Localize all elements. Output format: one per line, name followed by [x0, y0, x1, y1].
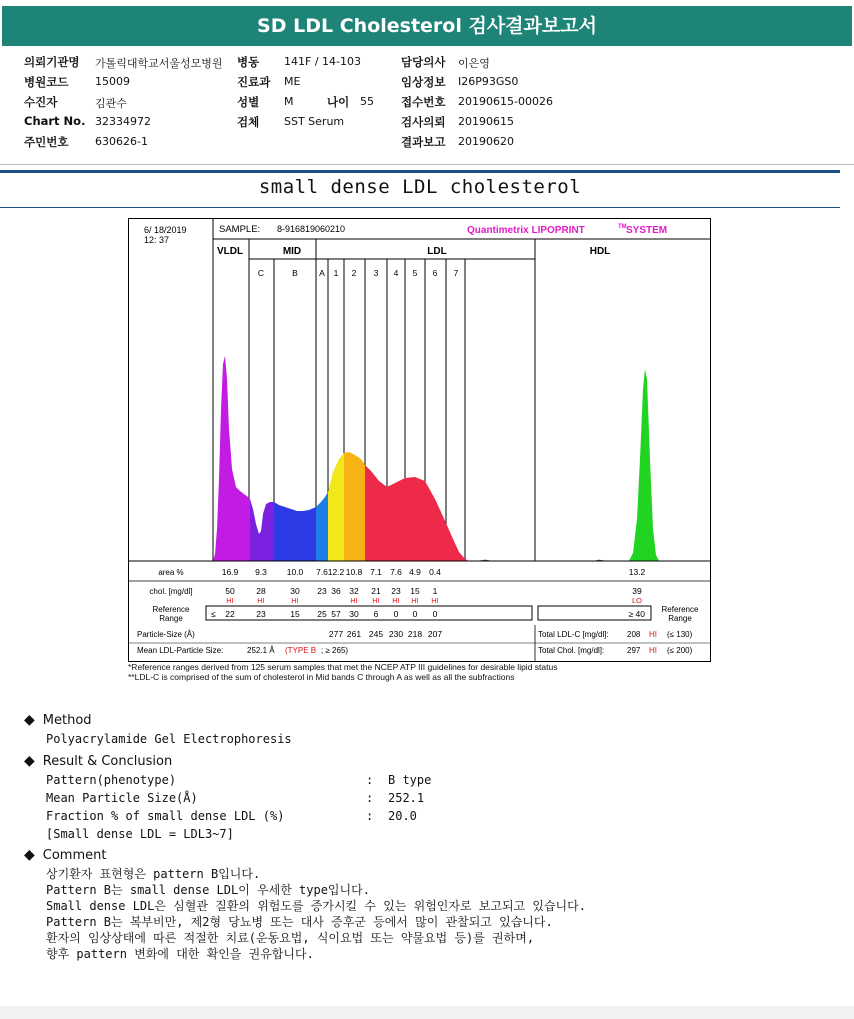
band-label: B — [292, 268, 298, 278]
total-ldl-flag: HI — [649, 630, 657, 639]
examinee-label: 수진자 — [24, 95, 58, 109]
ref-value: 57 — [331, 609, 341, 619]
divider — [0, 164, 854, 165]
request-value: 20190615 — [458, 115, 514, 128]
accession-value: 20190615-00026 — [458, 95, 553, 108]
chol-value: 15 — [410, 586, 420, 596]
profile-peak — [629, 369, 659, 561]
specimen-value: SST Serum — [284, 115, 345, 128]
band-label: 6 — [432, 268, 438, 278]
brand-name: Quantimetrix LIPOPRINT — [467, 225, 585, 236]
ref-value: 15 — [290, 609, 300, 619]
profile-peak — [316, 492, 328, 561]
doctor-value: 이은영 — [458, 57, 490, 70]
dept-label: 진료과 — [237, 75, 271, 89]
area-value: 12.2 — [327, 567, 345, 577]
brand-system: SYSTEM — [626, 225, 668, 236]
examinee-value: 김관수 — [95, 97, 127, 110]
profile-peak — [446, 523, 469, 561]
chol-flag: HI — [431, 596, 439, 605]
chol-flag: HI — [257, 596, 265, 605]
profile-peak — [274, 502, 316, 561]
ref-prefix: ≤ — [211, 609, 216, 619]
area-value: 7.6 — [390, 567, 402, 577]
age-value: 55 — [360, 95, 374, 108]
accession-label: 접수번호 — [401, 95, 446, 109]
divider — [0, 170, 840, 173]
mean-size-value: 252.1 Å — [247, 646, 275, 655]
area-value: 9.3 — [255, 567, 267, 577]
chol-value: 39 — [632, 586, 642, 596]
chol-value: 50 — [225, 586, 235, 596]
chol-flag: HI — [291, 596, 299, 605]
area-value: 16.9 — [221, 567, 239, 577]
specimen-label: 검체 — [237, 115, 260, 129]
result-heading — [24, 753, 172, 769]
total-ldl-value: 208 — [627, 630, 641, 639]
area-value: 10.0 — [286, 567, 304, 577]
fraction-value: 20.0 — [388, 809, 417, 823]
profile-peak — [344, 452, 365, 561]
divider — [0, 207, 840, 208]
band-label: 5 — [412, 268, 418, 278]
section-subtitle: small dense LDL cholesterol — [258, 176, 582, 198]
ref-row-label: Range — [159, 614, 183, 623]
sex-label: 성별 — [237, 95, 260, 109]
chart-time: 12: 37 — [144, 235, 170, 245]
footnote-reference: *Reference ranges derived from 125 serum samples that met the NCEP ATP III guidelines for desirable lipid status — [128, 662, 558, 672]
pattern-label: Pattern(phenotype) — [46, 773, 177, 787]
mean-size-label: Mean LDL-Particle Size: — [137, 646, 224, 655]
diamond-bullet-icon: ◆ — [24, 753, 35, 769]
report-title: SD LDL Cholesterol 검사결과보고서 — [2, 6, 852, 46]
comment-line: Small dense LDL은 심혈관 질환의 위험도를 증가시킬 수 있는 위험인자로 보고되고 있습니다. — [46, 899, 586, 913]
ward-label: 병동 — [237, 55, 260, 69]
area-value: 7.1 — [370, 567, 382, 577]
mean-size-type: (TYPE B — [285, 646, 317, 655]
band-label: 1 — [333, 268, 339, 278]
profile-peak — [405, 477, 425, 561]
fraction-colon: : — [366, 809, 374, 823]
area-row-label: area % — [158, 568, 184, 577]
chol-value: 23 — [391, 586, 401, 596]
method-heading — [24, 712, 92, 728]
group-label-vldl: VLDL — [216, 246, 244, 257]
ref-row-label-right: Range — [668, 614, 692, 623]
ref-value: 0 — [393, 609, 399, 619]
ref-value: 6 — [373, 609, 379, 619]
chol-flag: HI — [226, 596, 234, 605]
group-label-hdl: HDL — [589, 246, 611, 257]
particle-size-value: 245 — [368, 629, 384, 639]
total-ldl-label: Total LDL-C [mg/dl]: — [538, 630, 609, 639]
brand-tm: TM — [618, 224, 627, 230]
ref-value: 0 — [432, 609, 438, 619]
ref-value: 22 — [225, 609, 235, 619]
mean-size-colon: : — [366, 791, 374, 805]
ref-value: 25 — [317, 609, 327, 619]
comment-line: 환자의 임상상태에 따른 적절한 치료(운동요법, 식이요법 또는 약물요법 등)를 권하며, — [46, 931, 535, 945]
total-chol-ref: (≤ 200) — [667, 646, 693, 655]
ref-row-label: Reference — [152, 605, 190, 614]
total-chol-flag: HI — [649, 646, 657, 655]
chol-value: 36 — [331, 586, 341, 596]
hospital-code-value: 15009 — [95, 75, 130, 88]
particle-size-value: 207 — [427, 629, 443, 639]
diamond-bullet-icon: ◆ — [24, 847, 35, 863]
sample-label: SAMPLE: — [219, 224, 261, 235]
sdldl-note: [Small dense LDL = LDL3~7] — [46, 827, 234, 841]
total-chol-value: 297 — [627, 646, 641, 655]
lipoprint-report — [128, 218, 711, 662]
ref-row-label-right: Reference — [661, 605, 699, 614]
mean-size-ref: ; ≥ 265) — [321, 646, 349, 655]
profile-peak — [365, 465, 387, 561]
band-label: 4 — [393, 268, 399, 278]
method-text: Polyacrylamide Gel Electrophoresis — [46, 732, 292, 746]
comment-line: 향후 pattern 변화에 대한 확인을 권유합니다. — [46, 947, 314, 961]
ref-value: 23 — [256, 609, 266, 619]
chol-flag: HI — [350, 596, 358, 605]
chart-no-value: 32334972 — [95, 115, 151, 128]
comment-line: Pattern B는 small dense LDL이 우세한 type입니다. — [46, 883, 370, 897]
chol-flag: HI — [392, 596, 400, 605]
area-value: 7.6 — [316, 567, 328, 577]
ward-value: 141F / 14-103 — [284, 55, 361, 68]
comment-line: Pattern B는 복부비만, 제2형 당뇨병 또는 대사 증후군 등에서 많이 관찰되고 있습니다. — [46, 915, 553, 929]
institution-label: 의뢰기관명 — [24, 55, 80, 69]
chart-date: 6/ 18/2019 — [144, 225, 187, 235]
total-chol-label: Total Chol. [mg/dl]: — [538, 646, 605, 655]
clinical-label: 임상정보 — [401, 75, 446, 89]
profile-peak — [387, 478, 405, 561]
area-value: 4.9 — [409, 567, 421, 577]
chol-value: 30 — [290, 586, 300, 596]
report-date-value: 20190620 — [458, 135, 514, 148]
pattern-colon: : — [366, 773, 374, 787]
particle-size-value: 277 — [328, 629, 344, 639]
chol-value: 21 — [371, 586, 381, 596]
comment-line: 상기환자 표현형은 pattern B입니다. — [46, 867, 261, 881]
mean-size-label: Mean Particle Size(Å) — [46, 791, 198, 805]
area-value: 0.4 — [429, 567, 441, 577]
particle-size-value: 218 — [407, 629, 423, 639]
method-heading-text: Method — [42, 713, 92, 728]
band-label: 3 — [373, 268, 379, 278]
group-label-ldl: LDL — [427, 246, 447, 257]
chol-flag: HI — [372, 596, 380, 605]
particle-size-value: 261 — [346, 629, 362, 639]
request-label: 검사의뢰 — [401, 115, 446, 129]
particle-size-value: 230 — [388, 629, 404, 639]
band-label: C — [257, 268, 265, 278]
hospital-code-label: 병원코드 — [24, 75, 69, 89]
dept-value: ME — [284, 75, 301, 88]
comment-heading-text: Comment — [42, 848, 107, 863]
chol-flag: HI — [411, 596, 419, 605]
chol-value: 1 — [432, 586, 438, 596]
band-label: 7 — [453, 268, 459, 278]
age-label: 나이 — [327, 95, 350, 109]
fraction-label: Fraction % of small dense LDL (%) — [46, 809, 285, 823]
total-ldl-ref: (≤ 130) — [667, 630, 693, 639]
area-value: 10.8 — [345, 567, 363, 577]
report-date-label: 결과보고 — [401, 135, 446, 149]
profile-peak — [328, 453, 344, 561]
chol-flag: LO — [631, 596, 643, 605]
profile-peak — [213, 356, 250, 561]
result-heading-text: Result & Conclusion — [42, 754, 173, 769]
profile-peak — [250, 499, 274, 561]
id-value: 630626-1 — [95, 135, 148, 148]
mean-size-value: 252.1 — [388, 791, 425, 805]
diamond-bullet-icon: ◆ — [24, 712, 35, 728]
chol-value: 23 — [317, 586, 327, 596]
sex-value: M — [284, 95, 294, 108]
footnote-ldl: **LDL-C is comprised of the sum of cholesterol in Mid bands C through A as well as all the subfractions — [128, 672, 515, 682]
hdl-ref-value: ≥ 40 — [628, 609, 645, 619]
ref-value: 0 — [412, 609, 418, 619]
institution-value: 가톨릭대학교서울성모병원 — [95, 57, 223, 70]
sample-id: 8-916819060210 — [277, 224, 346, 234]
ref-value: 30 — [349, 609, 359, 619]
doctor-label: 담당의사 — [401, 55, 446, 69]
lipoprint-chart — [129, 219, 710, 661]
area-value: 13.2 — [628, 567, 646, 577]
chol-value: 32 — [349, 586, 359, 596]
band-label: 2 — [351, 268, 357, 278]
clinical-value: I26P93GS0 — [458, 75, 519, 88]
band-label: A — [319, 268, 325, 278]
ref-box — [206, 606, 532, 620]
profile-peak — [425, 481, 446, 561]
chol-row-label: chol. [mg/dl] — [149, 587, 193, 596]
id-label: 주민번호 — [24, 135, 69, 149]
chart-no-label: Chart No. — [24, 114, 86, 128]
particle-size-label: Particle-Size (Å) — [137, 630, 195, 639]
pattern-value: B type — [388, 773, 432, 787]
chol-value: 28 — [256, 586, 266, 596]
comment-heading — [24, 847, 106, 863]
group-label-mid: MID — [282, 246, 302, 257]
